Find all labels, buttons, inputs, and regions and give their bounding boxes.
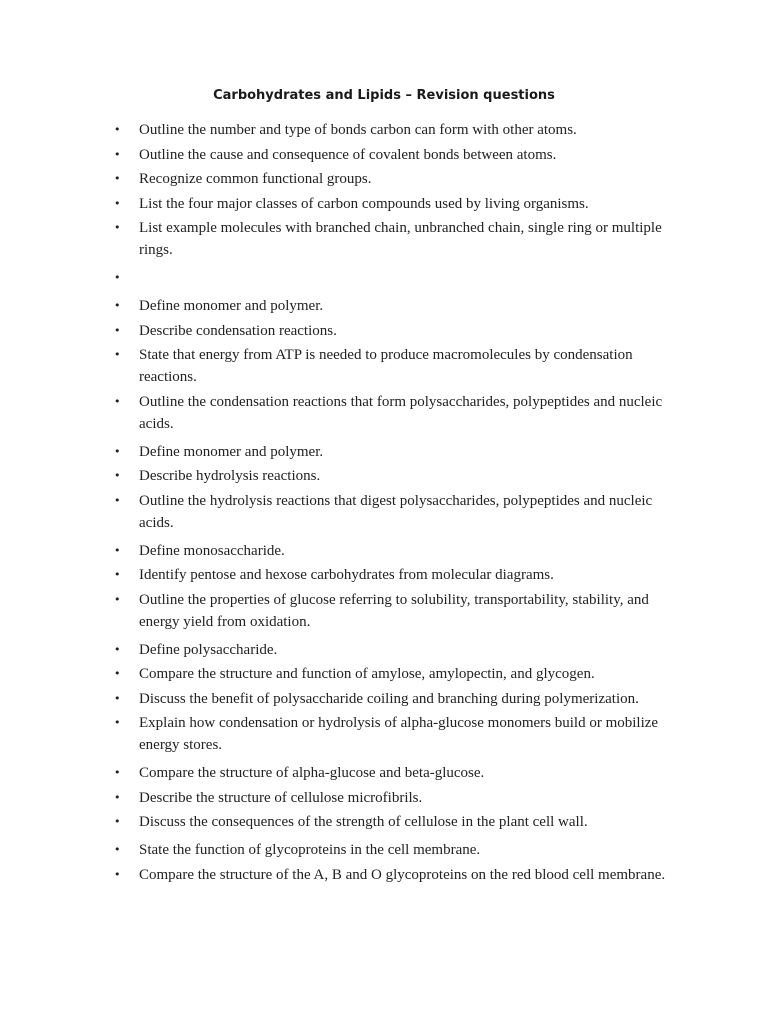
bullet-icon: • [114,323,121,337]
question-group [0,295,768,435]
bullet-icon: • [114,172,121,185]
bullet-icon: • [114,147,121,161]
list-item [0,267,768,289]
bullet-icon: • [114,299,121,312]
question-group [0,762,768,833]
bullet-icon: • [114,123,121,136]
list-item [0,639,768,661]
question-group [0,267,768,289]
list-item [0,391,768,435]
list-item [0,787,768,809]
list-item [0,688,768,710]
question-group [0,639,768,757]
list-item [0,217,768,261]
question-text: Compare the structure and function of amylose, amylopectin, and glycogen. [139,666,595,682]
list-item [0,119,768,141]
question-text: Describe condensation reactions. [139,322,337,339]
bullet-icon: • [114,642,121,656]
document-title: Carbohydrates and Lipids – Revision questions [213,88,555,103]
bullet-icon: • [114,592,121,606]
question-text: List the four major classes of carbon compounds used by living organisms. [139,195,589,212]
bullet-icon: • [114,271,121,284]
list-item [0,144,768,166]
question-text: Outline the number and type of bonds carbon can form with other atoms. [139,122,577,138]
list-item [0,540,768,562]
question-text: Define monosaccharide. [139,542,285,559]
bullet-icon: • [114,543,121,557]
question-text: Define polysaccharide. [139,641,278,658]
question-text: Describe the structure of cellulose microfibrils. [139,789,423,806]
bullet-icon: • [114,716,121,729]
bullet-icon: • [114,667,121,680]
list-item [0,193,768,215]
bullet-icon: • [114,348,121,361]
list-item [0,441,768,463]
bullet-icon: • [114,469,121,482]
list-item [0,864,768,886]
list-item [0,344,768,388]
question-group [0,119,768,261]
question-group [0,839,768,886]
bullet-icon: • [114,766,121,779]
question-text: Outline the hydrolysis reactions that digest polysaccharides, polypeptides and nucleic acids. [139,492,653,531]
bullet-icon: • [114,493,121,507]
list-item [0,811,768,833]
bullet-icon: • [114,196,121,210]
list-item [0,465,768,487]
list-item [0,168,768,190]
question-text: Explain how condensation or hydrolysis of alpha-glucose monomers build or mobilize energy stores. [139,715,659,753]
bullet-icon: • [114,568,121,581]
question-text: Define monomer and polymer. [139,443,324,460]
bullet-icon: • [114,691,121,705]
question-text: State the function of glycoproteins in the cell membrane. [139,842,481,858]
list-item [0,762,768,784]
bullet-icon: • [114,444,121,458]
list-item [0,839,768,861]
question-text: Outline the properties of glucose referring to solubility, transportability, stability, and energy yield from oxidation. [139,591,649,630]
list-item [0,295,768,317]
question-group [0,540,768,633]
bullet-icon: • [114,867,121,881]
question-text: Discuss the benefit of polysaccharide coiling and branching during polymerization. [139,690,639,707]
list-item [0,490,768,534]
question-text: State that energy from ATP is needed to produce macromolecules by condensation reactions. [139,347,633,385]
revision-question-list [0,119,768,888]
list-item [0,320,768,342]
question-text: List example molecules with branched chain, unbranched chain, single ring or multiple rings. [139,220,662,258]
question-text [139,267,680,289]
question-text: Compare the structure of alpha-glucose and beta-glucose. [139,765,485,781]
list-item [0,564,768,586]
list-item [0,712,768,756]
question-text: Outline the cause and consequence of covalent bonds between atoms. [139,146,557,163]
bullet-icon: • [114,843,121,856]
question-group [0,441,768,534]
list-item [0,589,768,633]
question-text: Outline the condensation reactions that form polysaccharides, polypeptides and nucleic acids. [139,393,663,432]
bullet-icon: • [114,221,121,234]
bullet-icon: • [114,815,121,828]
question-text: Compare the structure of the A, B and O glycoproteins on the red blood cell membrane. [139,866,666,883]
list-item [0,663,768,685]
question-text: Identify pentose and hexose carbohydrates from molecular diagrams. [139,567,554,583]
question-text: Describe hydrolysis reactions. [139,468,321,484]
question-text: Recognize common functional groups. [139,171,372,187]
question-text: Discuss the consequences of the strength of cellulose in the plant cell wall. [139,814,588,830]
bullet-icon: • [114,394,121,408]
bullet-icon: • [114,790,121,804]
question-text: Define monomer and polymer. [139,298,324,314]
